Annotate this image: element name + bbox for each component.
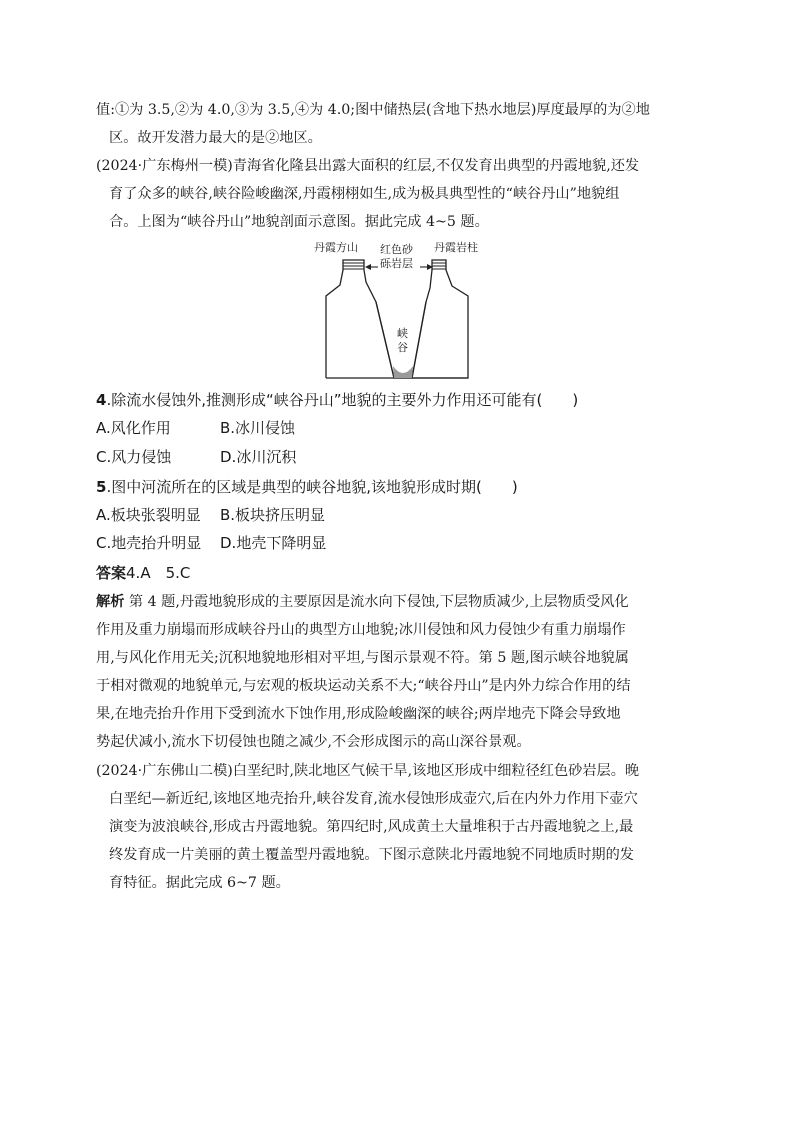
explanation-line: 于相对微观的地貌单元,与宏观的板块运动关系不大;“峡谷丹山”是内外力综合作用的结 xyxy=(96,678,631,694)
answer-text: 4.A 5.C xyxy=(126,564,191,582)
text-line: 终发育成一片美丽的黄土覆盖型丹霞地貌。下图示意陕北丹霞地貌不同地质时期的发 xyxy=(109,847,634,863)
label-rock-pillar: 丹霞岩柱 xyxy=(434,241,478,254)
explanation-line: 作用及重力崩塌而形成峡谷丹山的典型方山地貌;冰川侵蚀和风力侵蚀少有重力崩塌作 xyxy=(96,622,626,638)
question-text: .除流水侵蚀外,推测形成“峡谷丹山”地貌的主要外力作用还可能有( ) xyxy=(106,391,579,409)
explanation-line: 势起伏减小,流水下切侵蚀也随之减少,不会形成图示的高山深谷景观。 xyxy=(96,734,531,750)
text-line: 演变为波浪峡谷,形成古丹霞地貌。第四纪时,风成黄土大量堆积于古丹霞地貌之上,最 xyxy=(109,819,634,835)
text-line: (2024·广东佛山二模)白垩纪时,陕北地区气候干旱,该地区形成中细粒径红色砂岩层。晚 xyxy=(96,763,640,779)
answer-label: 答案 xyxy=(96,564,127,582)
q4-option-c: C.风力侵蚀 xyxy=(96,448,172,466)
text-line: 育特征。据此完成 6~7 题。 xyxy=(109,875,290,891)
label-red-sandstone-2: 砾岩层 xyxy=(380,257,413,270)
q5-option-b: B.板块挤压明显 xyxy=(220,506,326,524)
text-line: 合。上图为“峡谷丹山”地貌剖面示意图。据此完成 4~5 题。 xyxy=(109,214,489,230)
question-5-stem xyxy=(96,477,518,497)
text-line: 值:①为 3.5,②为 4.0,③为 3.5,④为 4.0;图中储热层(含地下热水地层)厚度最厚的为②地 xyxy=(96,102,650,118)
answer-line xyxy=(96,563,190,583)
explanation-text: 第 4 题,丹霞地貌形成的主要原因是流水向下侵蚀,下层物质减少,上层物质受风化 xyxy=(124,594,629,610)
q5-option-d: D.地壳下降明显 xyxy=(220,534,327,552)
explanation-line: 果,在地壳抬升作用下受到流水下蚀作用,形成险峻幽深的峡谷;两岸地壳下降会导致地 xyxy=(96,706,621,722)
question-text: .图中河流所在的区域是典型的峡谷地貌,该地貌形成时期( ) xyxy=(106,478,518,496)
text-line: 育了众多的峡谷,峡谷险峻幽深,丹霞栩栩如生,成为极具典型性的“峡谷丹山”地貌组 xyxy=(109,186,620,202)
question-number: 4 xyxy=(96,391,107,409)
question-number: 5 xyxy=(96,478,107,496)
text-line: 白垩纪—新近纪,该地区地壳抬升,峡谷发育,流水侵蚀形成壶穴,后在内外力作用下壶穴 xyxy=(109,791,638,807)
gorge-profile-figure xyxy=(314,238,488,382)
label-mesa: 丹霞方山 xyxy=(314,241,358,254)
text-line: 区。故开发潜力最大的是②地区。 xyxy=(109,130,322,146)
q4-option-b: B.冰川侵蚀 xyxy=(220,419,296,437)
q5-option-c: C.地壳抬升明显 xyxy=(96,534,202,552)
q4-option-d: D.冰川沉积 xyxy=(220,448,297,466)
explanation-label: 解析 xyxy=(96,594,125,610)
label-gorge-2: 谷 xyxy=(397,341,408,354)
explanation-line xyxy=(96,592,629,612)
question-4-stem xyxy=(96,390,578,410)
label-red-sandstone-1: 红色砂 xyxy=(380,243,413,256)
label-gorge-1: 峡 xyxy=(397,327,408,340)
explanation-line: 用,与风化作用无关;沉积地貌地形相对平坦,与图示景观不符。第 5 题,图示峡谷地貌属 xyxy=(96,650,629,666)
q4-option-a: A.风化作用 xyxy=(96,419,171,437)
q5-option-a: A.板块张裂明显 xyxy=(96,506,201,524)
text-line: (2024·广东梅州一模)青海省化隆县出露大面积的红层,不仅发育出典型的丹霞地貌,还发 xyxy=(96,158,640,174)
